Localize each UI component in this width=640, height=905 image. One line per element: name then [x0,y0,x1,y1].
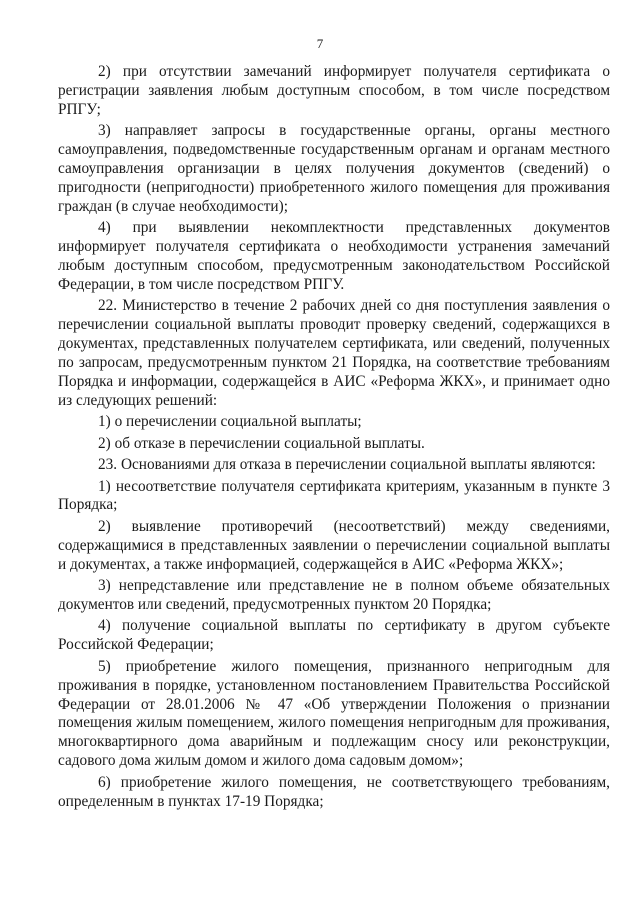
paragraph-ground-4: 4) получение социальной выплаты по сертификату в другом субъекте Российской Федерации; [58,617,610,654]
paragraph-decision-2: 2) об отказе в перечислении социальной выплаты. [98,434,425,452]
paragraph-item-3: 3) направляет запросы в государственные органы, органы местного самоуправления, подведомственные государственным органам и органам местного самоуправления организации в целях получения документов (сведений) о пригодности (непригодности) приобретенного жилого помещения для проживания граждан (в случае необходимости); [58,122,610,215]
page-number: 7 [316,36,324,51]
paragraph-ground-2: 2) выявление противоречий (несоответствий) между сведениями, содержащимися в представленных заявлении о перечислении социальной выплаты и документах, а также информацией, содержащейся в АИС «Реформа ЖКХ»; [58,517,610,573]
paragraph-ground-6: 6) приобретение жилого помещения, не соответствующего требованиям, определенным в пунктах 17-19 Порядка; [58,773,610,810]
paragraph-ground-5: 5) приобретение жилого помещения, признанного непригодным для проживания в порядке, установленном постановлением Правительства Российской Федерации от 28.01.2006 № 47 «Об утверждении Положения о признании помещения жилым помещением, жилого помещения непригодным для проживания, многоквартирного дома аварийным и подлежащим сносу или реконструкции, садового дома жилым домом и жилого дома садовым домом»; [58,657,610,770]
paragraph-decision-1: 1) о перечислении социальной выплаты; [98,413,362,431]
document-body [58,63,610,814]
paragraph-item-4: 4) при выявлении некомплектности представленных документов информирует получателя сертификата о необходимости устранения замечаний любым доступным способом, предусмотренным законодательством Российской Федерации, в том числе посредством РПГУ. [58,219,610,293]
paragraph-ground-1: 1) несоответствие получателя сертификата критериям, указанным в пункте 3 Порядка; [58,477,610,514]
paragraph-clause-23: 23. Основаниями для отказа в перечислении социальной выплаты являются: [98,456,596,474]
paragraph-clause-22: 22. Министерство в течение 2 рабочих дней со дня поступления заявления о перечислении социальной выплаты проводит проверку сведений, содержащихся в документах, представленных получателем сертификата, или сведений, полученных по запросам, предусмотренным пунктом 21 Порядка, на соответствие требованиям Порядка и информации, содержащейся в АИС «Реформа ЖКХ», и принимает одно из следующих решений: [58,297,610,409]
paragraph-ground-3: 3) непредставление или представление не в полном объеме обязательных документов или сведений, предусмотренных пунктом 20 Порядка; [58,577,610,613]
paragraph-item-2: 2) при отсутствии замечаний информирует получателя сертификата о регистрации заявления любым доступным способом, в том числе посредством РПГУ; [58,63,610,118]
